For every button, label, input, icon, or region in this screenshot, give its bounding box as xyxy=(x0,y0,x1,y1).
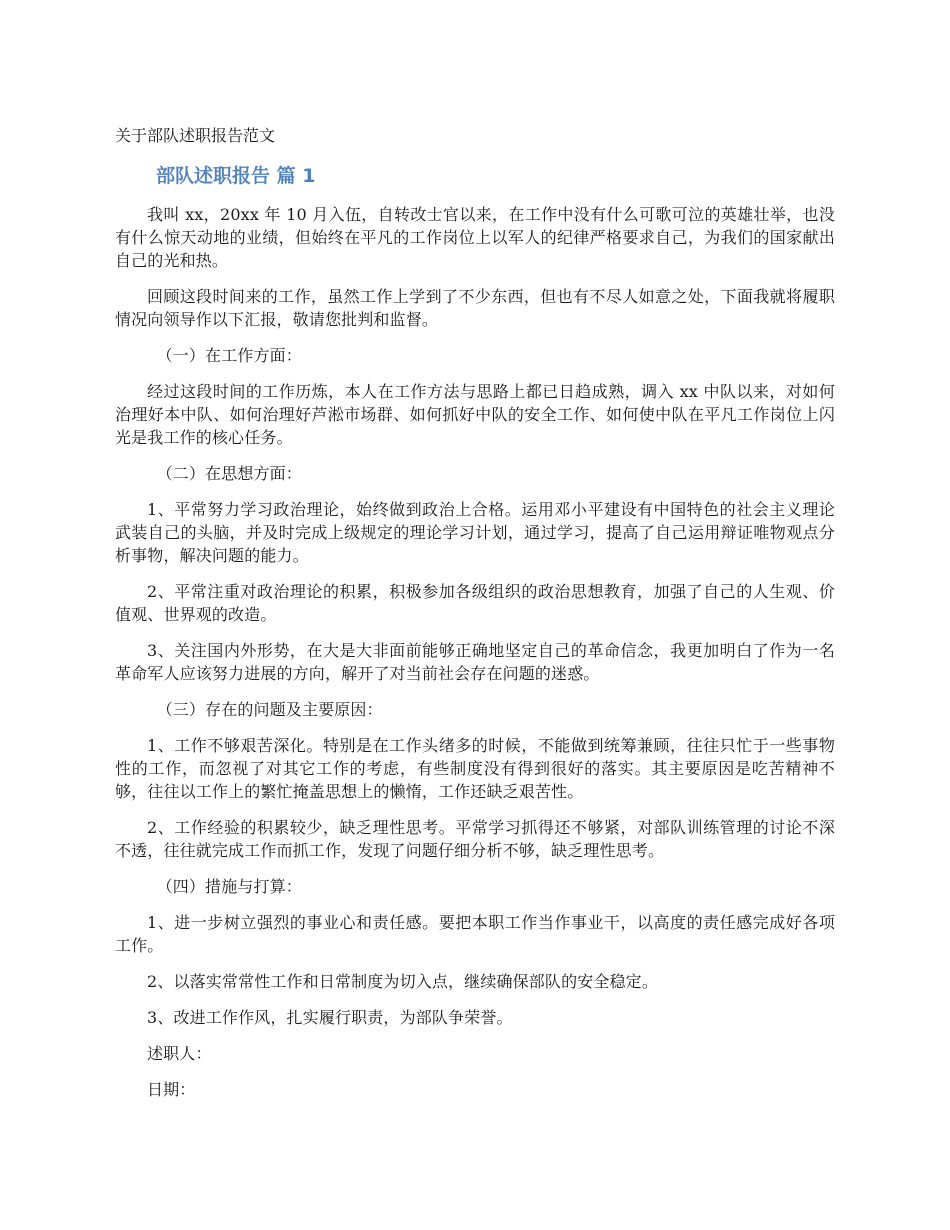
subheading-measures: （四）措施与打算： xyxy=(156,877,302,896)
subheading-problems: （三）存在的问题及主要原因： xyxy=(156,700,383,719)
paragraph-measure-3: 3、改进工作作风，扎实履行职责，为部队争荣誉。 xyxy=(147,1008,513,1027)
paragraph-thought-2: 2、平常注重对政治理论的积累，积极参加各级组织的政治思想教育，加强了自己的人生观、价值观、世界观的改造。 xyxy=(115,582,835,624)
paragraph-problem-1: 1、工作不够艰苦深化。特别是在工作头绪多的时候，不能做到统筹兼顾，往往只忙于一些事物性的工作，而忽视了对其它工作的考虑，有些制度没有得到很好的落实。其主要原因是吃苦精神不够，往往以工作上的繁忙掩盖思想上的懒惰，工作还缺乏艰苦性。 xyxy=(115,736,835,801)
paragraph-problem-2: 2、工作经验的积累较少，缺乏理性思考。平常学习抓得还不够紧，对部队训练管理的讨论不深不透，往往就完成工作而抓工作，发现了问题仔细分析不够，缺乏理性思考。 xyxy=(115,818,835,860)
paragraph-thought-3: 3、关注国内外形势，在大是大非面前能够正确地坚定自己的革命信念，我更加明白了作为一名革命军人应该努力进展的方向，解开了对当前社会存在问题的迷惑。 xyxy=(115,641,835,683)
paragraph-review: 回顾这段时间来的工作，虽然工作上学到了不少东西，但也有不尽人如意之处，下面我就将履职情况向领导作以下汇报，敬请您批判和监督。 xyxy=(115,287,835,329)
document-body xyxy=(115,203,835,1114)
paragraph-measure-2: 2、以落实常常性工作和日常制度为切入点，继续确保部队的安全稳定。 xyxy=(147,972,658,991)
subheading-work: （一）在工作方面： xyxy=(156,346,302,365)
document-title: 关于部队述职报告范文 xyxy=(115,126,276,145)
date-label: 日期： xyxy=(147,1080,196,1099)
paragraph-thought-1: 1、平常努力学习政治理论，始终做到政治上合格。运用邓小平建设有中国特色的社会主义理论武装自己的头脑，并及时完成上级规定的理论学习计划，通过学习，提高了自己运用辩证唯物观点分析事物，解决问题的能力。 xyxy=(115,500,835,565)
section-heading: 部队述职报告 篇 1 xyxy=(156,165,316,187)
subheading-thought: （二）在思想方面： xyxy=(156,464,302,483)
paragraph-measure-1: 1、进一步树立强烈的事业心和责任感。要把本职工作当作事业干，以高度的责任感完成好各项工作。 xyxy=(115,913,835,955)
signature-label: 述职人： xyxy=(147,1044,212,1063)
paragraph-work: 经过这段时间的工作历炼，本人在工作方法与思路上都已日趋成熟，调入 xx 中队以来，对如何治理好本中队、如何治理好芦淞市场群、如何抓好中队的安全工作、如何使中队在平凡工作岗位上闪光是我工作的核心任务。 xyxy=(115,382,835,447)
paragraph-intro: 我叫 xx，20xx 年 10 月入伍，自转改士官以来，在工作中没有什么可歌可泣的英雄壮举，也没有什么惊天动地的业绩，但始终在平凡的工作岗位上以军人的纪律严格要求自己，为我们的国家献出自己的光和热。 xyxy=(115,205,835,270)
